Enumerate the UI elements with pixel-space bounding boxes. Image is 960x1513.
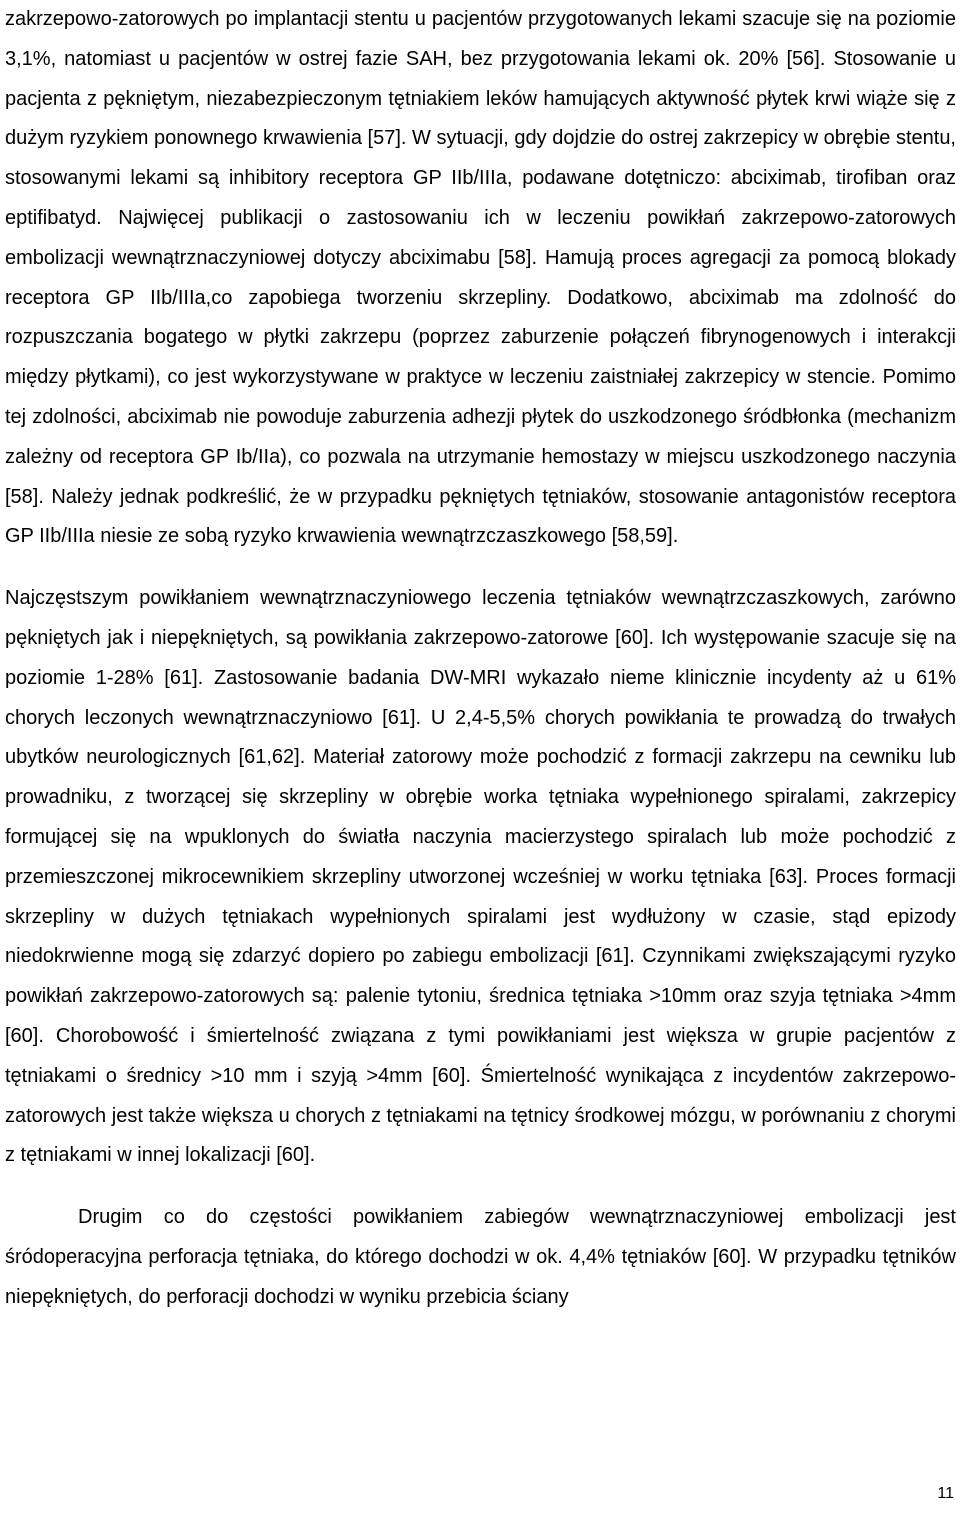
document-page <box>5 0 956 1318</box>
paragraph-thromboembolic-complications: Najczęstszym powikłaniem wewnątrznaczyniowego leczenia tętniaków wewnątrzczaszkowych, zarówno pękniętych jak i niepękniętych, są powikłania zakrzepowo-zatorowe [60]. Ich występowanie szacuje się na poziomie 1-28% [61]. Zastosowanie badania DW-MRI wykazało nieme klinicznie incydenty aż u 61% chorych leczonych wewnątrznaczyniowo [61]. U 2,4-5,5% chorych powikłania te prowadzą do trwałych ubytków neurologicznych [61,62]. Materiał zatorowy może pochodzić z formacji zakrzepu na cewniku lub prowadniku, z tworzącej się skrzepliny w obrębie worka tętniaka wypełnionego spiralami, zakrzepicy formującej się na wpuklonych do światła naczynia macierzystego spiralach lub może pochodzić z przemieszczonej mikrocewnikiem skrzepliny utworzonej wcześniej w worku tętniaka [63]. Proces formacji skrzepliny w dużych tętniakach wypełnionych spiralami jest wydłużony w czasie, stąd epizody niedokrwienne mogą się zdarzyć dopiero po zabiegu embolizacji [61]. Czynnikami zwiększającymi ryzyko powikłań zakrzepowo-zatorowych są: palenie tytoniu, średnica tętniaka >10mm oraz szyja tętniaka >4mm [60]. Chorobowość i śmiertelność związana z tymi powikłaniami jest większa w grupie pacjentów z tętniakami o średnicy >10 mm i szyją >4mm [60]. Śmiertelność wynikająca z incydentów zakrzepowo-zatorowych jest także większa u chorych z tętniakami na tętnicy środkowej mózgu, w porównaniu z chorymi z tętniakami w innej lokalizacji [60]. <box>5 587 956 1167</box>
paragraph-intraoperative-perforation: Drugim co do częstości powikłaniem zabiegów wewnątrznaczyniowej embolizacji jest śródoperacyjna perforacja tętniaka, do którego dochodzi w ok. 4,4% tętniaków [60]. W przypadku tętników niepękniętych, do perforacji dochodzi w wyniku przebicia ściany <box>5 1206 956 1308</box>
page-number: 11 <box>937 1485 954 1502</box>
paragraph-antiplatelet-therapy: zakrzepowo-zatorowych po implantacji stentu u pacjentów przygotowanych lekami szacuje się na poziomie 3,1%, natomiast u pacjentów w ostrej fazie SAH, bez przygotowania lekami ok. 20% [56]. Stosowanie u pacjenta z pękniętym, niezabezpieczonym tętniakiem leków hamujących aktywność płytek krwi wiąże się z dużym ryzykiem ponownego krwawienia [57]. W sytuacji, gdy dojdzie do ostrej zakrzepicy w obrębie stentu, stosowanymi lekami są inhibitory receptora GP IIb/IIIa, podawane dotętniczo: abciximab, tirofiban oraz eptifibatyd. Najwięcej publikacji o zastosowaniu ich w leczeniu powikłań zakrzepowo-zatorowych embolizacji wewnątrznaczyniowej dotyczy abciximabu [58]. Hamują proces agregacji za pomocą blokady receptora GP IIb/IIIa,co zapobiega tworzeniu skrzepliny. Dodatkowo, abciximab ma zdolność do rozpuszczania bogatego w płytki zakrzepu (poprzez zaburzenie połączeń fibrynogenowych i interakcji między płytkami), co jest wykorzystywane w praktyce w leczeniu zaistniałej zakrzepicy w stencie. Pomimo tej zdolności, abciximab nie powoduje zaburzenia adhezji płytek do uszkodzonego śródbłonka (mechanizm zależny od receptora GP Ib/IIa), co pozwala na utrzymanie hemostazy w miejscu uszkodzonego naczynia [58]. Należy jednak podkreślić, że w przypadku pękniętych tętniaków, stosowanie antagonistów receptora GP IIb/IIIa niesie ze sobą ryzyko krwawienia wewnątrzczaszkowego [58,59]. <box>5 8 956 548</box>
